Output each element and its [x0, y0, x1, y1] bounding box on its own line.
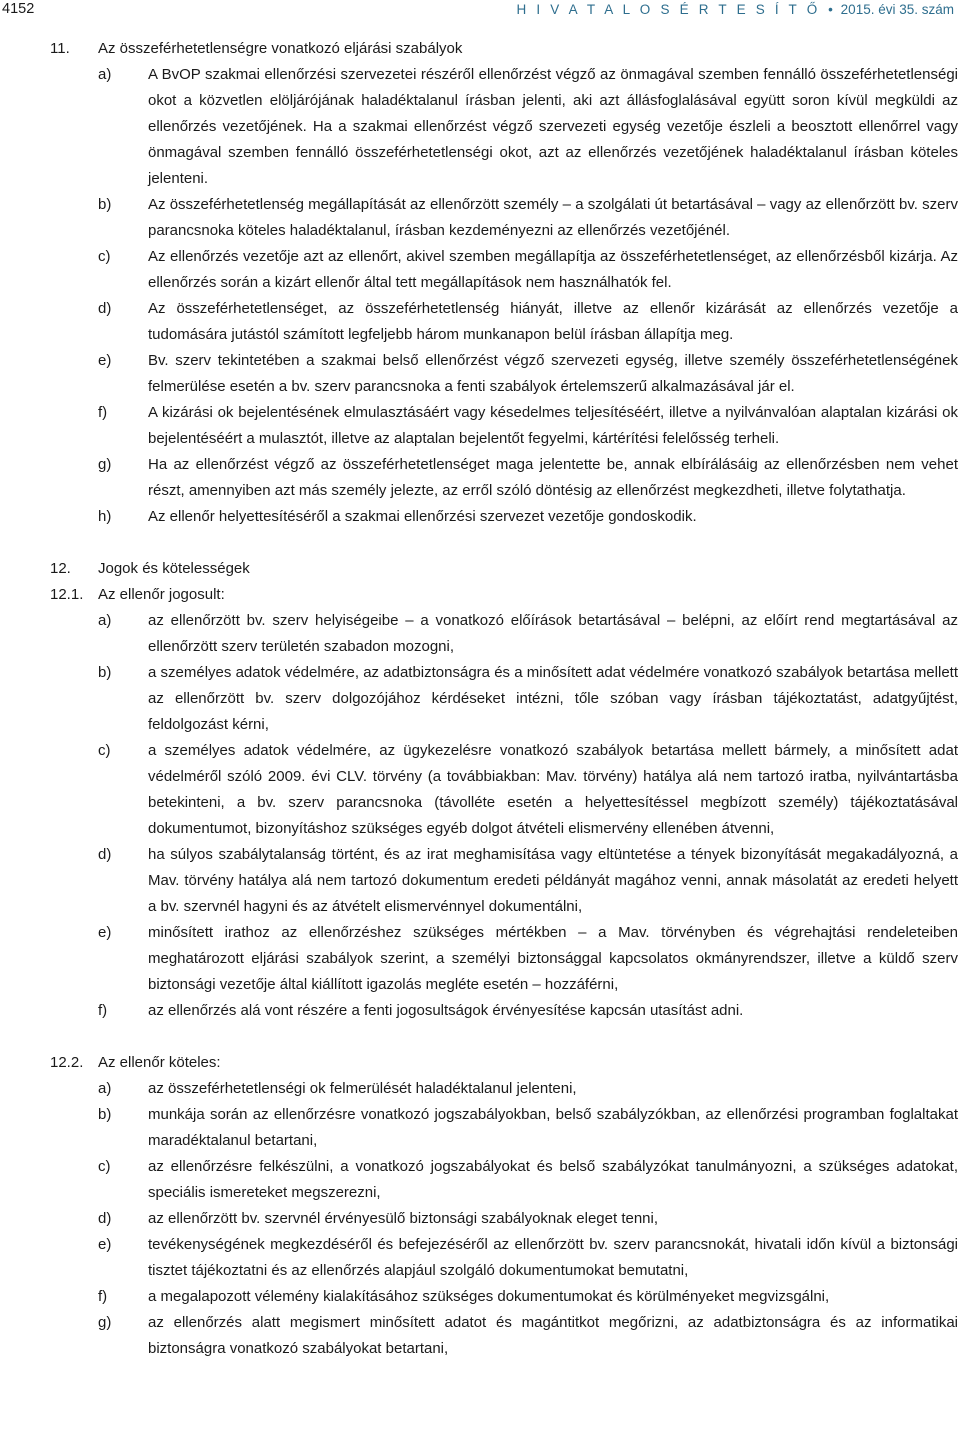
list-item — [0, 1284, 960, 1310]
item-label: a) — [98, 66, 112, 83]
item-label: g) — [98, 1314, 112, 1331]
section-number: 11. — [50, 40, 70, 57]
item-label: b) — [98, 1106, 112, 1123]
item-label: f) — [98, 1002, 108, 1019]
item-text: az összeférhetetlenségi ok felmerülését haladéktalanul jelenteni, — [148, 1080, 577, 1097]
item-text: Ha az ellenőrzést végző az összeférhetetlenséget maga jelentette be, annak elbírálásáig az ellenőrzésben nem vehet részt, amennyiben azt más személy jelezte, az erről szóló döntésig az ellenőrzést megkezdheti, illetve folytathatja. — [148, 456, 958, 499]
item-text: ha súlyos szabálytalanság történt, és az irat meghamisítása vagy eltüntetése a tények bizonyítását megakadályozná, a Mav. törvény hatálya alá nem tartozó dokumentum eredeti példányát magához venni, annak másolatát az eredeti helyett a bv. szervnél hagyni és az átvételt elismervénnyel dokumentálni, — [148, 846, 958, 915]
issue-label: 2015. évi 35. szám — [840, 2, 954, 17]
list-item — [0, 1154, 960, 1206]
list-item — [0, 660, 960, 738]
section-title: Az ellenőr jogosult: — [98, 586, 225, 603]
section-title: Az összeférhetetlenségre vonatkozó eljárási szabályok — [98, 40, 463, 57]
list-item — [0, 62, 960, 192]
section-12-heading — [0, 556, 960, 582]
bullet-separator: • — [828, 2, 833, 17]
list-item — [0, 192, 960, 244]
running-title — [516, 2, 954, 17]
item-text: munkája során az ellenőrzésre vonatkozó jogszabályokban, belső szabályzókban, az ellenőrzési programban foglaltakat maradéktalanul betartani, — [148, 1106, 958, 1149]
page-header — [0, 0, 960, 26]
item-text: az ellenőrzés alatt megismert minősített adatot és magántitkot megőrizni, az adatbiztonságra és az informatikai biztonságra vonatkozó szabályokat betartani, — [148, 1314, 958, 1357]
section-number: 12. — [50, 560, 71, 577]
page-number: 4152 — [2, 1, 35, 17]
item-label: d) — [98, 1210, 112, 1227]
journal-name: H I V A T A L O S É R T E S Í T Ő — [516, 2, 821, 17]
list-item — [0, 1206, 960, 1232]
item-text: A kizárási ok bejelentésének elmulasztásáért vagy késedelmes teljesítéséért, illetve a nyilvánvalóan alaptalan kizárási ok bejelentéséért a mulasztót, illetve az alaptalan bejelentőt fegyelmi, kártérítési felelősség terheli. — [148, 404, 958, 447]
item-text: az ellenőrzés alá vont részére a fenti jogosultságok érvényesítése kapcsán utasítást adni. — [148, 1002, 744, 1019]
section-11-heading — [0, 36, 960, 62]
item-label: b) — [98, 196, 112, 213]
section-12-1-heading — [0, 582, 960, 608]
item-label: c) — [98, 248, 111, 265]
item-label: c) — [98, 1158, 111, 1175]
list-item — [0, 608, 960, 660]
item-text: a személyes adatok védelmére, az ügykezelésre vonatkozó szabályok betartása mellett bármely, a minősített adat védelméről szóló 2009. évi CLV. törvény (a továbbiakban: Mav. törvény) hatálya alá nem tartozó iratba, nyilvántartásba betekinteni, a bv. szerv parancsnoka (távolléte esetén a helyettesítéssel megbízott személy) tájékoztatásával dokumentumot, bizonyításhoz szükséges egyéb dolgot átvételi elismervény ellenében átvenni, — [148, 742, 958, 837]
item-label: d) — [98, 846, 112, 863]
item-text: Az összeférhetetlenség megállapítását az ellenőrzött személy – a szolgálati út betartásával – vagy az ellenőrzött bv. szerv parancsnoka köteles haladéktalanul, írásban kezdeményezni az ellenőrzés vezetőjénél. — [148, 196, 958, 239]
item-label: e) — [98, 352, 112, 369]
list-item — [0, 998, 960, 1024]
list-item — [0, 1310, 960, 1362]
document-body — [0, 36, 960, 1362]
list-item — [0, 1232, 960, 1284]
item-label: e) — [98, 924, 112, 941]
item-label: b) — [98, 664, 112, 681]
item-text: az ellenőrzésre felkészülni, a vonatkozó jogszabályokat és belső szabályzókat tanulmányozni, a szükséges adatokat, speciális ismereteket megszerezni, — [148, 1158, 958, 1201]
list-item — [0, 738, 960, 842]
item-label: g) — [98, 456, 112, 473]
item-text: minősített irathoz az ellenőrzéshez szükséges mértékben – a Mav. törvényben és végrehajtási rendeleteiben meghatározott eljárási szabályok szerint, a személyi biztonsággal kapcsolatos okmányrendszer, illetve a küldő szerv biztonsági vezetője által kiállított igazolás megléte esetén – hozzáférni, — [148, 924, 958, 993]
item-label: c) — [98, 742, 111, 759]
section-number: 12.2. — [50, 1054, 84, 1071]
item-label: a) — [98, 612, 112, 629]
item-text: a személyes adatok védelmére, az adatbiztonságra és a minősített adat védelmére vonatkozó szabályok betartása mellett az ellenőrzött bv. szerv dolgozójához kérdéseket intézni, tőle szóban vagy írásban tájékoztatást, adatgyűjtést, feldolgozást kérni, — [148, 664, 958, 733]
list-item — [0, 504, 960, 530]
item-label: f) — [98, 404, 108, 421]
section-12-2-heading — [0, 1050, 960, 1076]
item-label: d) — [98, 300, 112, 317]
item-label: e) — [98, 1236, 112, 1253]
list-item — [0, 452, 960, 504]
item-label: h) — [98, 508, 112, 525]
section-title: Az ellenőr köteles: — [98, 1054, 221, 1071]
item-text: tevékenységének megkezdéséről és befejezéséről az ellenőrzött bv. szerv parancsnokát, hivatali időn kívül a biztonsági tisztet tájékoztatni és az ellenőrzés alapjául szolgáló dokumentumokat bemutatni, — [148, 1236, 958, 1279]
list-item — [0, 1076, 960, 1102]
item-text: Az összeférhetetlenséget, az összeférhetetlenség hiányát, illetve az ellenőr kizárását az ellenőrzés vezetője a tudomására jutástól számított legfeljebb három munkanapon belül írásban állapítja meg. — [148, 300, 958, 343]
item-label: a) — [98, 1080, 112, 1097]
section-number: 12.1. — [50, 586, 84, 603]
item-text: Az ellenőrzés vezetője azt az ellenőrt, akivel szemben megállapítja az összeférhetetlenséget, az ellenőrzésből kizárja. Az ellenőrzés során a kizárt ellenőr által tett megállapítások nem használhatók fel. — [148, 248, 958, 291]
item-text: az ellenőrzött bv. szerv helyiségeibe – a vonatkozó előírások betartásával – belépni, az előírt rend megtartásával az ellenőrzött szerv területén szabadon mozogni, — [148, 612, 958, 655]
list-item — [0, 400, 960, 452]
item-text: Az ellenőr helyettesítéséről a szakmai ellenőrzési szervezet vezetője gondoskodik. — [148, 508, 697, 525]
list-item — [0, 296, 960, 348]
spacer — [0, 530, 960, 556]
list-item — [0, 1102, 960, 1154]
list-item — [0, 920, 960, 998]
list-item — [0, 244, 960, 296]
section-title: Jogok és kötelességek — [98, 560, 250, 577]
item-text: az ellenőrzött bv. szervnél érvényesülő biztonsági szabályoknak eleget tenni, — [148, 1210, 659, 1227]
item-text: a megalapozott vélemény kialakításához szükséges dokumentumokat és körülményeket megvizsgálni, — [148, 1288, 830, 1305]
spacer — [0, 1024, 960, 1050]
item-label: f) — [98, 1288, 108, 1305]
list-item — [0, 348, 960, 400]
list-item — [0, 842, 960, 920]
item-text: Bv. szerv tekintetében a szakmai belső ellenőrzést végző szervezeti egység, illetve személy összeférhetetlenségének felmerülése esetén a bv. szerv parancsnoka a fenti szabályok értelemszerű alkalmazásával jár el. — [148, 352, 958, 395]
item-text: A BvOP szakmai ellenőrzési szervezetei részéről ellenőrzést végző az önmagával szemben fennálló összeférhetetlenségi okot a közvetlen elöljárójának haladéktalanul írásban jelenti, aki azt állásfoglalásával együtt soron kívül megküldi az ellenőrzés vezetőjének. Ha a szakmai ellenőrzést végző szervezeti egység vezetője észleli a beosztott ellenőrrel vagy önmagával szemben fennálló összeférhetetlenségi okot, azt az ellenőrzés vezetőjének haladéktalanul írásban köteles jelenteni. — [148, 66, 958, 187]
